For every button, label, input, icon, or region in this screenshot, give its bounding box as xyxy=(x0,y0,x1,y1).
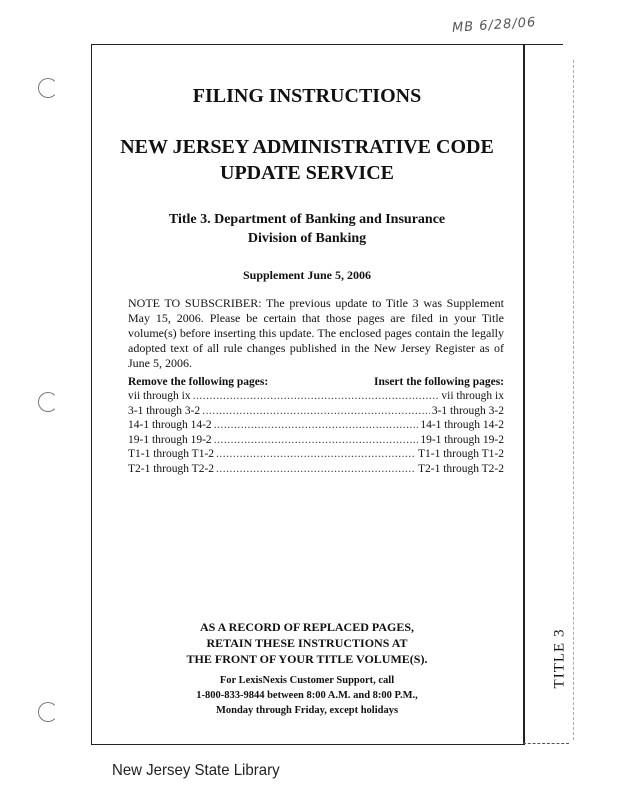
dot-leader xyxy=(214,433,419,448)
handwritten-note: MB 6/28/06 xyxy=(451,15,537,36)
remove-pages: vii through ix xyxy=(128,390,191,402)
record-line: RETAIN THESE INSTRUCTIONS AT xyxy=(206,636,408,650)
page-replacement-table xyxy=(128,375,504,476)
insert-pages: T1-1 through T1-2 xyxy=(417,448,504,460)
library-stamp: New Jersey State Library xyxy=(112,761,280,780)
insert-pages: 19-1 through 19-2 xyxy=(420,433,504,446)
punch-hole xyxy=(38,702,58,722)
table-row xyxy=(128,418,504,433)
insert-pages: 3-1 through 3-2 xyxy=(431,404,504,417)
tab-strip-edge xyxy=(573,60,574,740)
table-row xyxy=(128,404,504,419)
title-heading-line: Division of Banking xyxy=(247,231,367,246)
record-instructions xyxy=(91,619,523,667)
remove-pages: T1-1 through T1-2 xyxy=(128,448,215,460)
remove-header: Remove the following pages: xyxy=(128,376,269,388)
supplement-date: Supplement June 5, 2006 xyxy=(242,268,372,282)
record-line: THE FRONT OF YOUR TITLE VOLUME(S). xyxy=(186,652,428,666)
document-title: FILING INSTRUCTIONS xyxy=(192,85,422,107)
remove-pages: T2-1 through T2-2 xyxy=(128,462,215,475)
service-name-line: UPDATE SERVICE xyxy=(220,162,394,184)
dot-leader xyxy=(202,404,430,419)
tab-strip-edge xyxy=(523,743,569,744)
remove-pages: 14-1 through 14-2 xyxy=(128,419,212,431)
support-line: For LexisNexis Customer Support, call xyxy=(219,675,395,686)
dot-leader xyxy=(216,447,416,462)
table-row xyxy=(128,447,504,462)
table-row xyxy=(128,433,504,448)
insert-pages: vii through ix xyxy=(441,390,504,402)
punch-hole xyxy=(38,78,58,98)
spine-tab-label: TITLE 3 xyxy=(551,628,568,689)
service-name xyxy=(91,134,523,186)
remove-pages: 19-1 through 19-2 xyxy=(128,433,212,446)
title-heading-line: Title 3. Department of Banking and Insurance xyxy=(168,212,446,227)
note-to-subscriber: NOTE TO SUBSCRIBER: The previous update to Title 3 was Supplement May 15, 2006. Please be certain that those pages are filed in your Title volume(s) before inserting this update. The enclosed pages contain the legally adopted text of all rule changes published in the New Jersey Register as of June 5, 2006. xyxy=(128,296,504,370)
remove-pages: 3-1 through 3-2 xyxy=(128,404,201,417)
table-header xyxy=(128,375,504,389)
punch-hole xyxy=(38,392,58,412)
support-line: Monday through Friday, except holidays xyxy=(215,705,399,716)
dot-leader xyxy=(193,389,440,404)
dot-leader xyxy=(214,418,419,433)
customer-support xyxy=(91,673,523,718)
tab-strip-edge xyxy=(523,44,524,744)
record-line: AS A RECORD OF REPLACED PAGES, xyxy=(199,620,415,634)
support-line: 1-800-833-9844 between 8:00 A.M. and 8:00 P.M., xyxy=(196,690,418,701)
dot-leader xyxy=(216,462,416,477)
table-row xyxy=(128,389,504,404)
insert-pages: 14-1 through 14-2 xyxy=(420,419,504,431)
tab-strip-edge xyxy=(523,44,563,45)
insert-header: Insert the following pages: xyxy=(373,376,504,388)
table-row xyxy=(128,462,504,477)
service-name-line: NEW JERSEY ADMINISTRATIVE CODE xyxy=(120,136,494,158)
insert-pages: T2-1 through T2-2 xyxy=(417,462,504,475)
title-heading xyxy=(91,210,523,248)
